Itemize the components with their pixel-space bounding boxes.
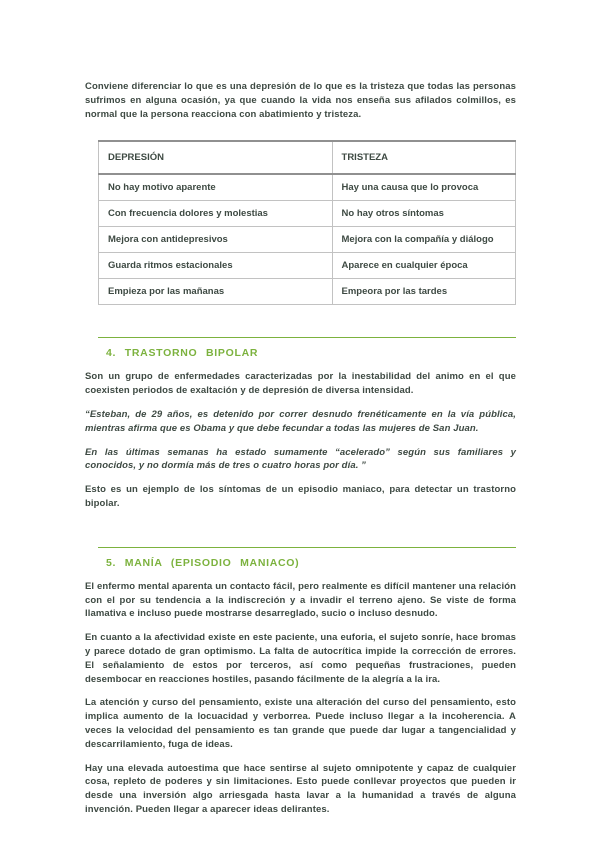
table-header-depresion: DEPRESIÓN — [99, 141, 333, 174]
table-row — [99, 174, 516, 201]
table-cell: Hay una causa que lo provoca — [332, 174, 515, 201]
table-row — [99, 253, 516, 279]
intro-paragraph: Conviene diferenciar lo que es una depresión de lo que es la tristeza que todas las personas sufrimos en alguna ocasión, ya que cuando la vida nos enseña sus afilados colmillos, es normal que la persona reacciona con abatimiento y tristeza. — [85, 81, 516, 120]
section-5-paragraph-4: Hay una elevada autoestima que hace sentirse al sujeto omnipotente y capaz de cualquier cosa, repleto de poderes y sin limitaciones. Esto puede conllevar proyectos que pueden ir desde una inversión algo arriesgada hasta lavar a la humanidad a través de alguna invención. Pueden llegar a aparecer ideas delirantes. — [85, 762, 516, 815]
section-5-title: 5. MANÍA (EPISODIO MANIACO) — [106, 556, 300, 569]
table-row — [99, 227, 516, 253]
section-5-paragraph-3: La atención y curso del pensamiento, existe una alteración del curso del pensamiento, esto implica aumento de la locuacidad y verborrea. Puede incluso llegar a la incoherencia. A veces la velocidad del pensamiento es tan grande que puede dar lugar a tangencialidad y descarrilamiento, fuga de ideas. — [85, 697, 516, 750]
section-5-heading-block — [98, 547, 516, 569]
table-cell: Aparece en cualquier época — [332, 253, 515, 279]
table-cell: Mejora con antidepresivos — [99, 227, 333, 253]
table-cell: Con frecuencia dolores y molestias — [99, 201, 333, 227]
section-4-paragraph-2: Esto es un ejemplo de los síntomas de un episodio maniaco, para detectar un trastorno bipolar. — [85, 484, 516, 509]
table-cell: Empieza por las mañanas — [99, 279, 333, 305]
section-5-divider-rule — [98, 547, 516, 548]
section-4-case-quote-1: “Esteban, de 29 años, es detenido por correr desnudo frenéticamente en la vía pública, mientras afirma que es Obama y que debe fecundar a todas las mujeres de San Juan. — [85, 408, 516, 434]
table-cell: Guarda ritmos estacionales — [99, 253, 333, 279]
section-4-paragraph-1: Son un grupo de enfermedades caracterizadas por la inestabilidad del animo en el que coexisten periodos de exaltación y de depresión de diversa intensidad. — [85, 371, 516, 397]
table-cell: Empeora por las tardes — [332, 279, 515, 305]
section-4-divider-rule — [98, 337, 516, 338]
table-row — [99, 201, 516, 227]
depression-vs-sadness-table — [98, 140, 516, 305]
table-cell: No hay motivo aparente — [99, 174, 333, 201]
table-header-tristeza: TRISTEZA — [332, 141, 515, 174]
table-row — [99, 279, 516, 305]
table-cell: No hay otros síntomas — [332, 201, 515, 227]
section-4-case-quote-2: En las últimas semanas ha estado sumamente “acelerado” según sus familiares y conocidos, y no dormía más de tres o cuatro horas por día. ” — [85, 446, 516, 472]
section-5-paragraph-2: En cuanto a la afectividad existe en este paciente, una euforia, el sujeto sonríe, hace bromas y parece dotado de gran optimismo. La falta de autocrítica impide la corrección de errores. El señalamiento de estos por terceros, así como pequeñas frustraciones, pueden desembocar en reacciones hostiles, pasando fácilmente de la alegría a la ira. — [85, 632, 516, 685]
section-4-title: 4. TRASTORNO BIPOLAR — [106, 347, 259, 360]
table-cell: Mejora con la compañía y diálogo — [332, 227, 515, 253]
table-header-row — [99, 141, 516, 174]
section-5-paragraph-1: El enfermo mental aparenta un contacto fácil, pero realmente es difícil mantener una relación con el por su tendencia a la indiscreción y a invadir el terreno ajeno. Se viste de forma llamativa e incluso puede mostrarse desarreglado, sucio o incluso desnudo. — [85, 580, 516, 620]
section-4-heading-block — [98, 337, 516, 359]
